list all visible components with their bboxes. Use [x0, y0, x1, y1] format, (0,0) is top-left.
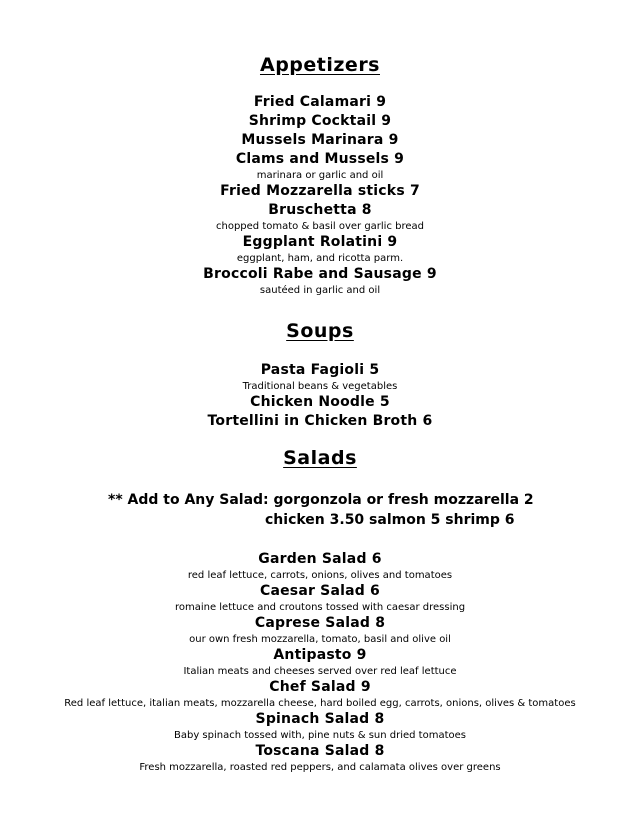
menu-item — [0, 93, 640, 112]
menu-item-name: Fried Calamari — [253, 94, 372, 110]
menu-item — [0, 614, 640, 633]
soups-list — [0, 361, 640, 431]
menu-item-name: Eggplant Rolatini — [242, 234, 383, 250]
menu-item-price: 6 — [370, 583, 380, 599]
menu-item-price: 9 — [376, 94, 387, 110]
menu-item-description: Traditional beans & vegetables — [242, 381, 398, 392]
menu-item-price: 9 — [387, 234, 398, 250]
menu-item-name: Antipasto — [273, 647, 352, 663]
menu-item-name: Shrimp Cocktail — [248, 113, 377, 129]
menu-item-name: Broccoli Rabe and Sausage — [203, 266, 422, 282]
menu-item-description: red leaf lettuce, carrots, onions, olives and tomatoes — [187, 570, 453, 581]
appetizers-section — [0, 56, 640, 297]
menu-item — [0, 393, 640, 412]
menu-item — [0, 582, 640, 601]
salads-list — [0, 550, 640, 774]
menu-item — [0, 678, 640, 697]
menu-item-name: Chicken Noodle — [250, 394, 375, 410]
menu-item — [0, 182, 640, 201]
menu-item-price: 9 — [360, 679, 371, 695]
menu-item — [0, 412, 640, 431]
menu-item-name: Pasta Fagioli — [260, 362, 365, 378]
menu-item-price: 9 — [356, 647, 367, 663]
menu-item — [0, 201, 640, 220]
menu-item — [0, 150, 640, 169]
menu-item-price: 5 — [379, 394, 390, 410]
menu-item-price: 8 — [374, 711, 385, 727]
menu-item — [0, 646, 640, 665]
menu-item-description: Italian meats and cheeses served over red leaf lettuce — [183, 666, 457, 677]
menu-item-name: Garden Salad — [258, 551, 367, 567]
menu-item-description: our own fresh mozzarella, tomato, basil and olive oil — [189, 634, 451, 645]
salad-addon-line-2: chicken 3.50 salmon 5 shrimp 6 — [265, 512, 515, 528]
appetizers-list — [0, 93, 640, 297]
menu-item-description: Fresh mozzarella, roasted red peppers, and calamata olives over greens — [139, 762, 501, 773]
menu-item-name: Mussels Marinara — [241, 132, 384, 148]
soups-section — [0, 322, 640, 431]
menu-item-name: Fried Mozzarella sticks — [220, 183, 405, 199]
menu-item — [0, 233, 640, 252]
menu-item-name: Chef Salad — [269, 679, 356, 695]
menu-item-price: 9 — [394, 151, 405, 167]
menu-item-description: Baby spinach tossed with, pine nuts & sun dried tomatoes — [173, 730, 466, 741]
menu-item-description: marinara or garlic and oil — [256, 170, 384, 181]
menu-item-name: Caesar Salad — [259, 583, 365, 599]
menu-item-name: Clams and Mussels — [235, 151, 390, 167]
menu-item-price: 9 — [426, 266, 437, 282]
menu-item-price: 8 — [374, 743, 385, 759]
menu-item — [0, 742, 640, 761]
menu-item-description: eggplant, ham, and ricotta parm. — [236, 253, 404, 264]
menu-item-name: Toscana Salad — [255, 743, 370, 759]
menu-item — [0, 131, 640, 150]
menu-item — [0, 112, 640, 131]
soups-heading: Soups — [286, 320, 354, 342]
menu-item-name: Spinach Salad — [255, 711, 370, 727]
menu-item-description: romaine lettuce and croutons tossed with caesar dressing — [174, 602, 466, 613]
menu-item-name: Caprese Salad — [254, 615, 371, 631]
menu-item-name: Bruschetta — [268, 202, 357, 218]
menu-item-description: sautéed in garlic and oil — [259, 285, 381, 296]
menu-item-price: 7 — [409, 183, 420, 199]
appetizers-heading: Appetizers — [259, 54, 380, 76]
menu-item-price: 6 — [422, 413, 433, 429]
salads-heading: Salads — [283, 447, 357, 469]
menu-item — [0, 550, 640, 569]
menu-item-price: 9 — [381, 113, 392, 129]
menu-item-price: 8 — [361, 202, 372, 218]
salads-section — [0, 449, 640, 774]
menu-item-price: 6 — [371, 551, 382, 567]
menu-item-price: 8 — [375, 615, 386, 631]
menu-item — [0, 710, 640, 729]
menu-item-name: Tortellini in Chicken Broth — [207, 413, 418, 429]
salad-addon-line-1: ** Add to Any Salad: gorgonzola or fresh mozzarella 2 — [108, 492, 534, 508]
menu-item-description: Red leaf lettuce, italian meats, mozzarella cheese, hard boiled egg, carrots, onions, olives & tomatoes — [64, 698, 576, 709]
menu-item — [0, 361, 640, 380]
menu-item-price: 5 — [369, 362, 380, 378]
menu-item-price: 9 — [388, 132, 399, 148]
menu-item-description: chopped tomato & basil over garlic bread — [215, 221, 425, 232]
menu-item — [0, 265, 640, 284]
